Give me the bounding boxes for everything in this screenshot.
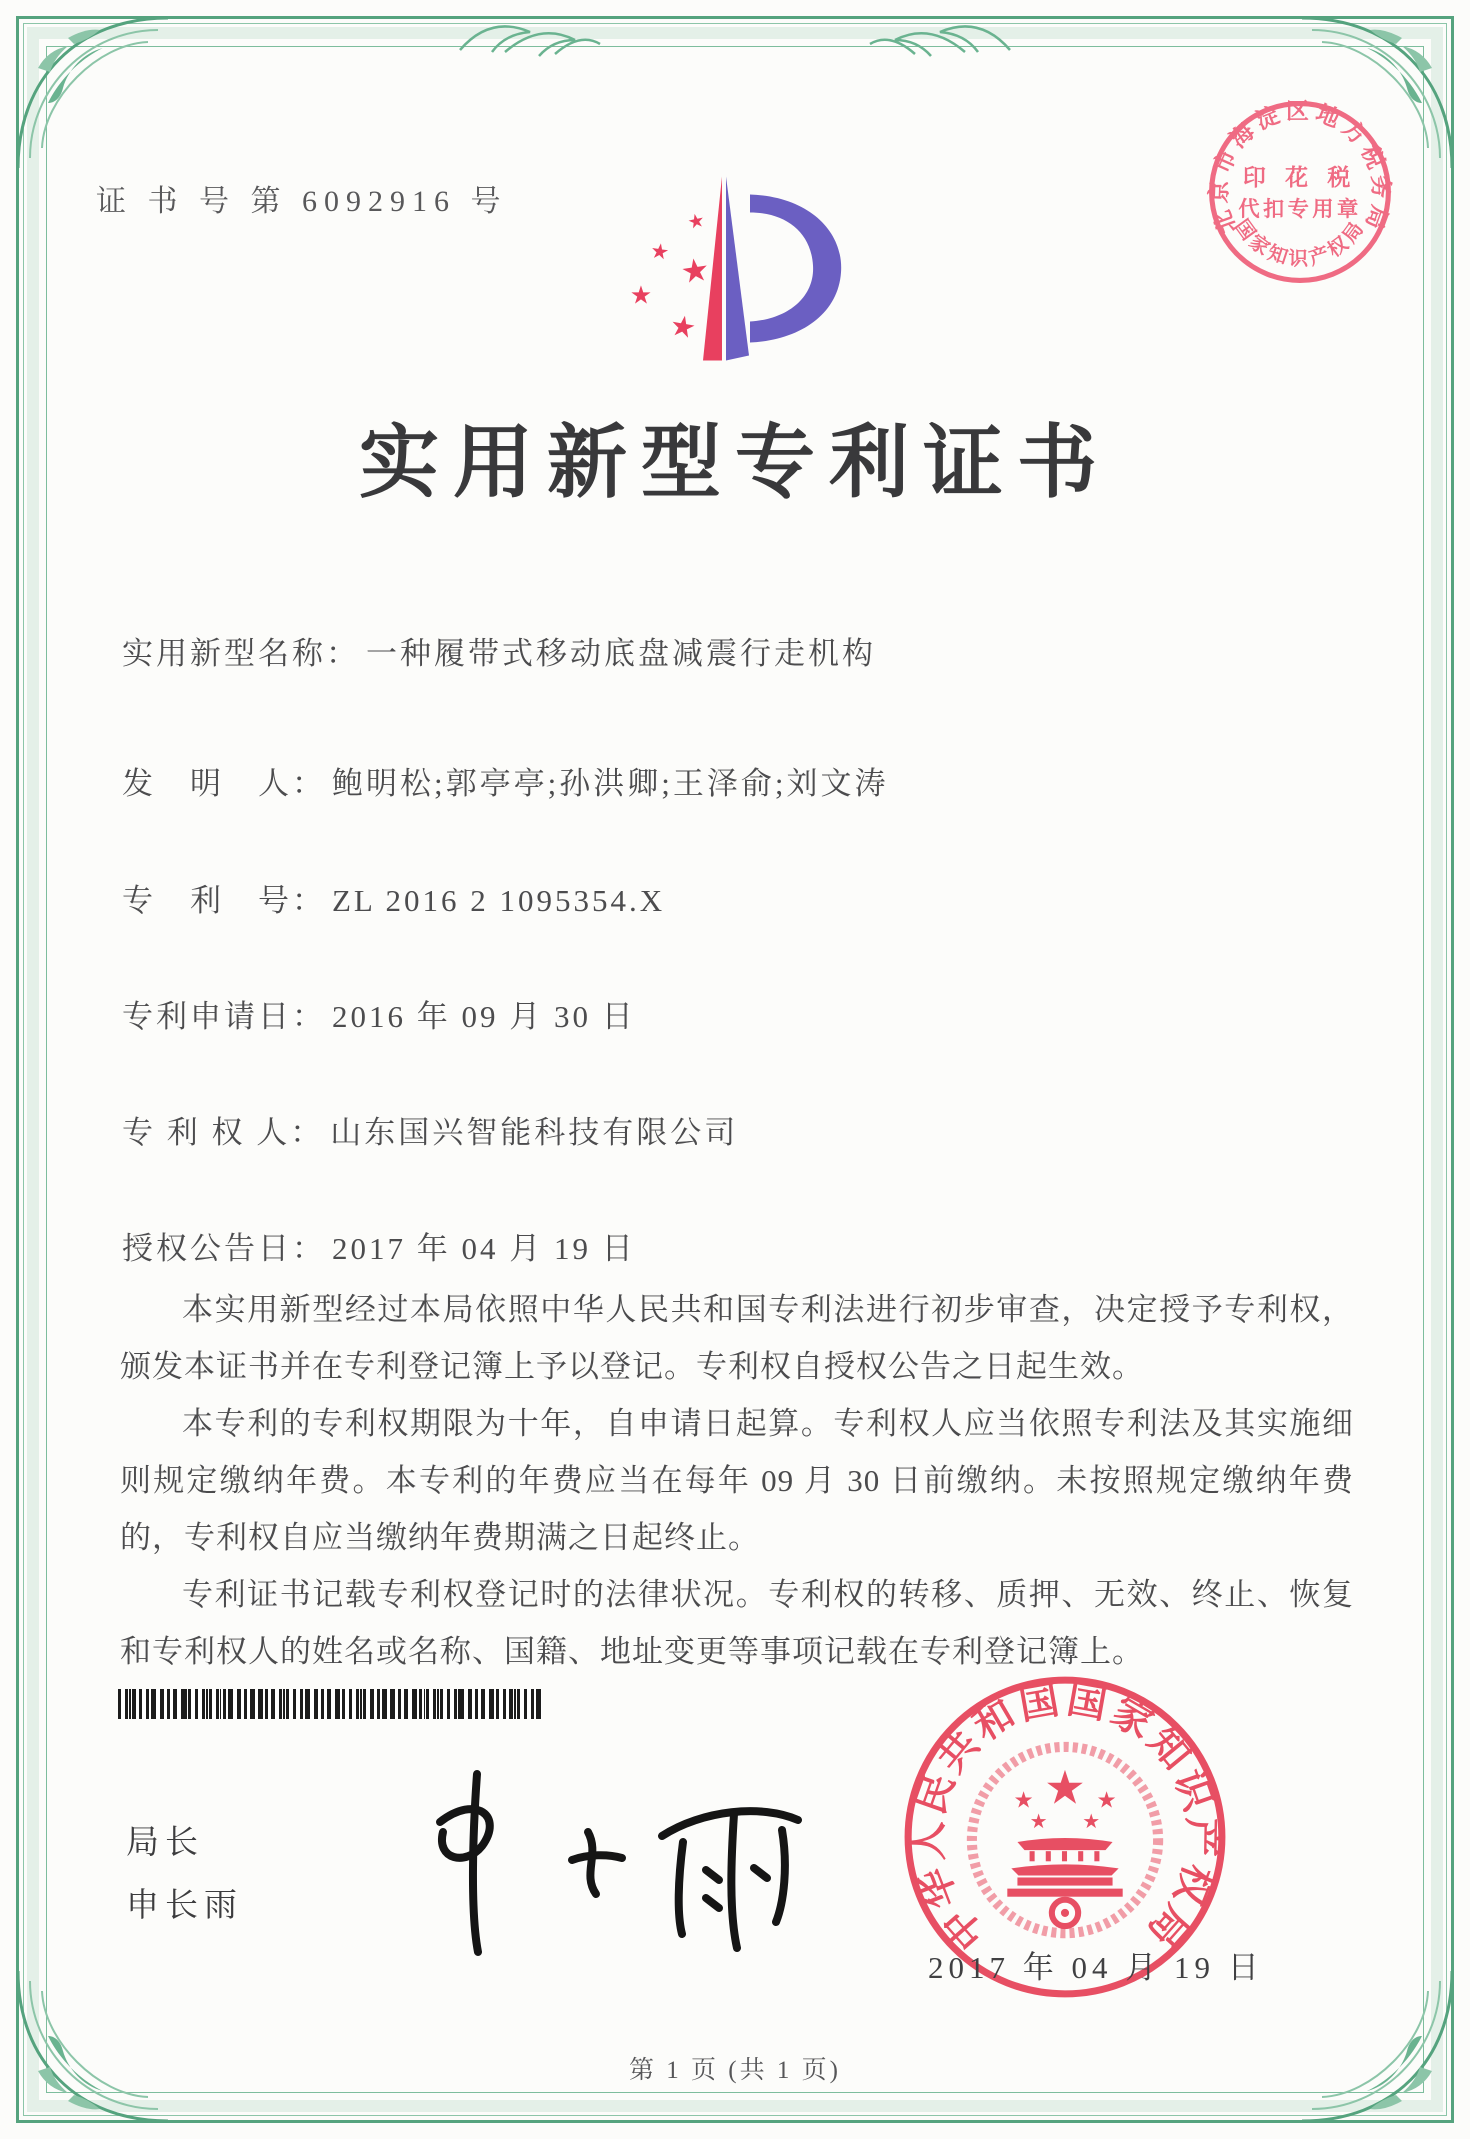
- director-title: 局长: [126, 1825, 204, 1861]
- field-grant-date: [122, 1223, 636, 1268]
- issue-date: 2017 年 04 月 19 日: [928, 1950, 1264, 1985]
- svg-text:国家知识产权局: [1230, 216, 1370, 270]
- certificate-title: 实用新型专利证书: [359, 420, 1111, 508]
- svg-text:★: ★: [1013, 1787, 1034, 1813]
- svg-text:★: ★: [1029, 1810, 1048, 1833]
- svg-text:★: ★: [685, 209, 707, 235]
- field-label: 实用新型名称：: [122, 636, 360, 671]
- tax-stamp-arc-top: 北京市海淀区地方税务局: [1206, 98, 1394, 238]
- field-label: 专 利 权 人：: [122, 1115, 325, 1150]
- top-crest-ornament-icon: [865, 10, 1015, 66]
- tax-stamp: [1198, 90, 1402, 294]
- corner-flourish-icon: [8, 8, 178, 178]
- field-label: 专利申请日：: [122, 999, 326, 1034]
- field-inventors: [122, 758, 888, 803]
- svg-text:★: ★: [678, 250, 712, 291]
- svg-text:★: ★: [1096, 1787, 1117, 1813]
- legal-paragraph-1: 本实用新型经过本局依照中华人民共和国专利法进行初步审查，决定授予专利权，颁发本证书并在专利登记簿上予以登记。专利权自授权公告之日起生效。: [120, 1292, 1354, 1384]
- top-crest-ornament-icon: [455, 10, 605, 66]
- field-label: 专 利 号：: [122, 883, 326, 918]
- field-utility-model-name: [122, 628, 876, 673]
- svg-text:★: ★: [1082, 1810, 1101, 1833]
- field-label: 发 明 人：: [122, 766, 326, 801]
- svg-text:★: ★: [667, 309, 699, 346]
- field-filing-date: [122, 991, 636, 1036]
- director-signature: [380, 1760, 820, 1965]
- tax-stamp-line1: 印 花 税: [1242, 165, 1358, 191]
- legal-text-block: [120, 1281, 1354, 1680]
- field-patentee: [122, 1107, 738, 1152]
- field-value: 山东国兴智能科技有限公司: [330, 1115, 739, 1150]
- svg-text:★: ★: [1044, 1763, 1086, 1815]
- corner-flourish-icon: [1292, 1961, 1462, 2131]
- national-emblem-icon: [972, 1747, 1158, 1933]
- field-label: 授权公告日：: [122, 1231, 326, 1266]
- sipo-logo-icon: [598, 146, 863, 401]
- field-value: 一种履带式移动底盘减震行走机构: [366, 636, 876, 671]
- barcode: [118, 1689, 542, 1719]
- tax-stamp-arc-bottom: 国家知识产权局: [1230, 216, 1370, 271]
- field-patent-number: [122, 875, 665, 920]
- seal-ring-text: 中华人民共和国国家知识产权局: [906, 1677, 1224, 1959]
- field-value: 鲍明松;郭亭亭;孙洪卿;王泽俞;刘文涛: [332, 766, 889, 801]
- tax-stamp-line2: 代扣专用章: [1238, 196, 1362, 221]
- field-value: ZL 2016 2 1095354.X: [332, 883, 666, 918]
- svg-text:★: ★: [648, 238, 671, 265]
- legal-paragraph-3: 专利证书记载专利权登记时的法律状况。专利权的转移、质押、无效、终止、恢复和专利权人的姓名或名称、国籍、地址变更等事项记载在专利登记簿上。: [120, 1577, 1354, 1669]
- certificate-number: 证 书 号 第 6092916 号: [96, 185, 508, 218]
- corner-flourish-icon: [8, 1961, 178, 2131]
- field-value: 2017 年 04 月 19 日: [332, 1231, 636, 1266]
- field-value: 2016 年 09 月 30 日: [332, 999, 636, 1034]
- legal-paragraph-2: 本专利的专利权期限为十年，自申请日起算。专利权人应当依照专利法及其实施细则规定缴纳年费。本专利的年费应当在每年 09 月 30 日前缴纳。未按照规定缴纳年费的，专利权自应当缴纳年费期满之日起终止。: [120, 1406, 1354, 1555]
- page-number: 第 1 页 (共 1 页): [629, 2057, 841, 2084]
- director-name: 申长雨: [126, 1888, 243, 1924]
- svg-text:★: ★: [629, 282, 653, 310]
